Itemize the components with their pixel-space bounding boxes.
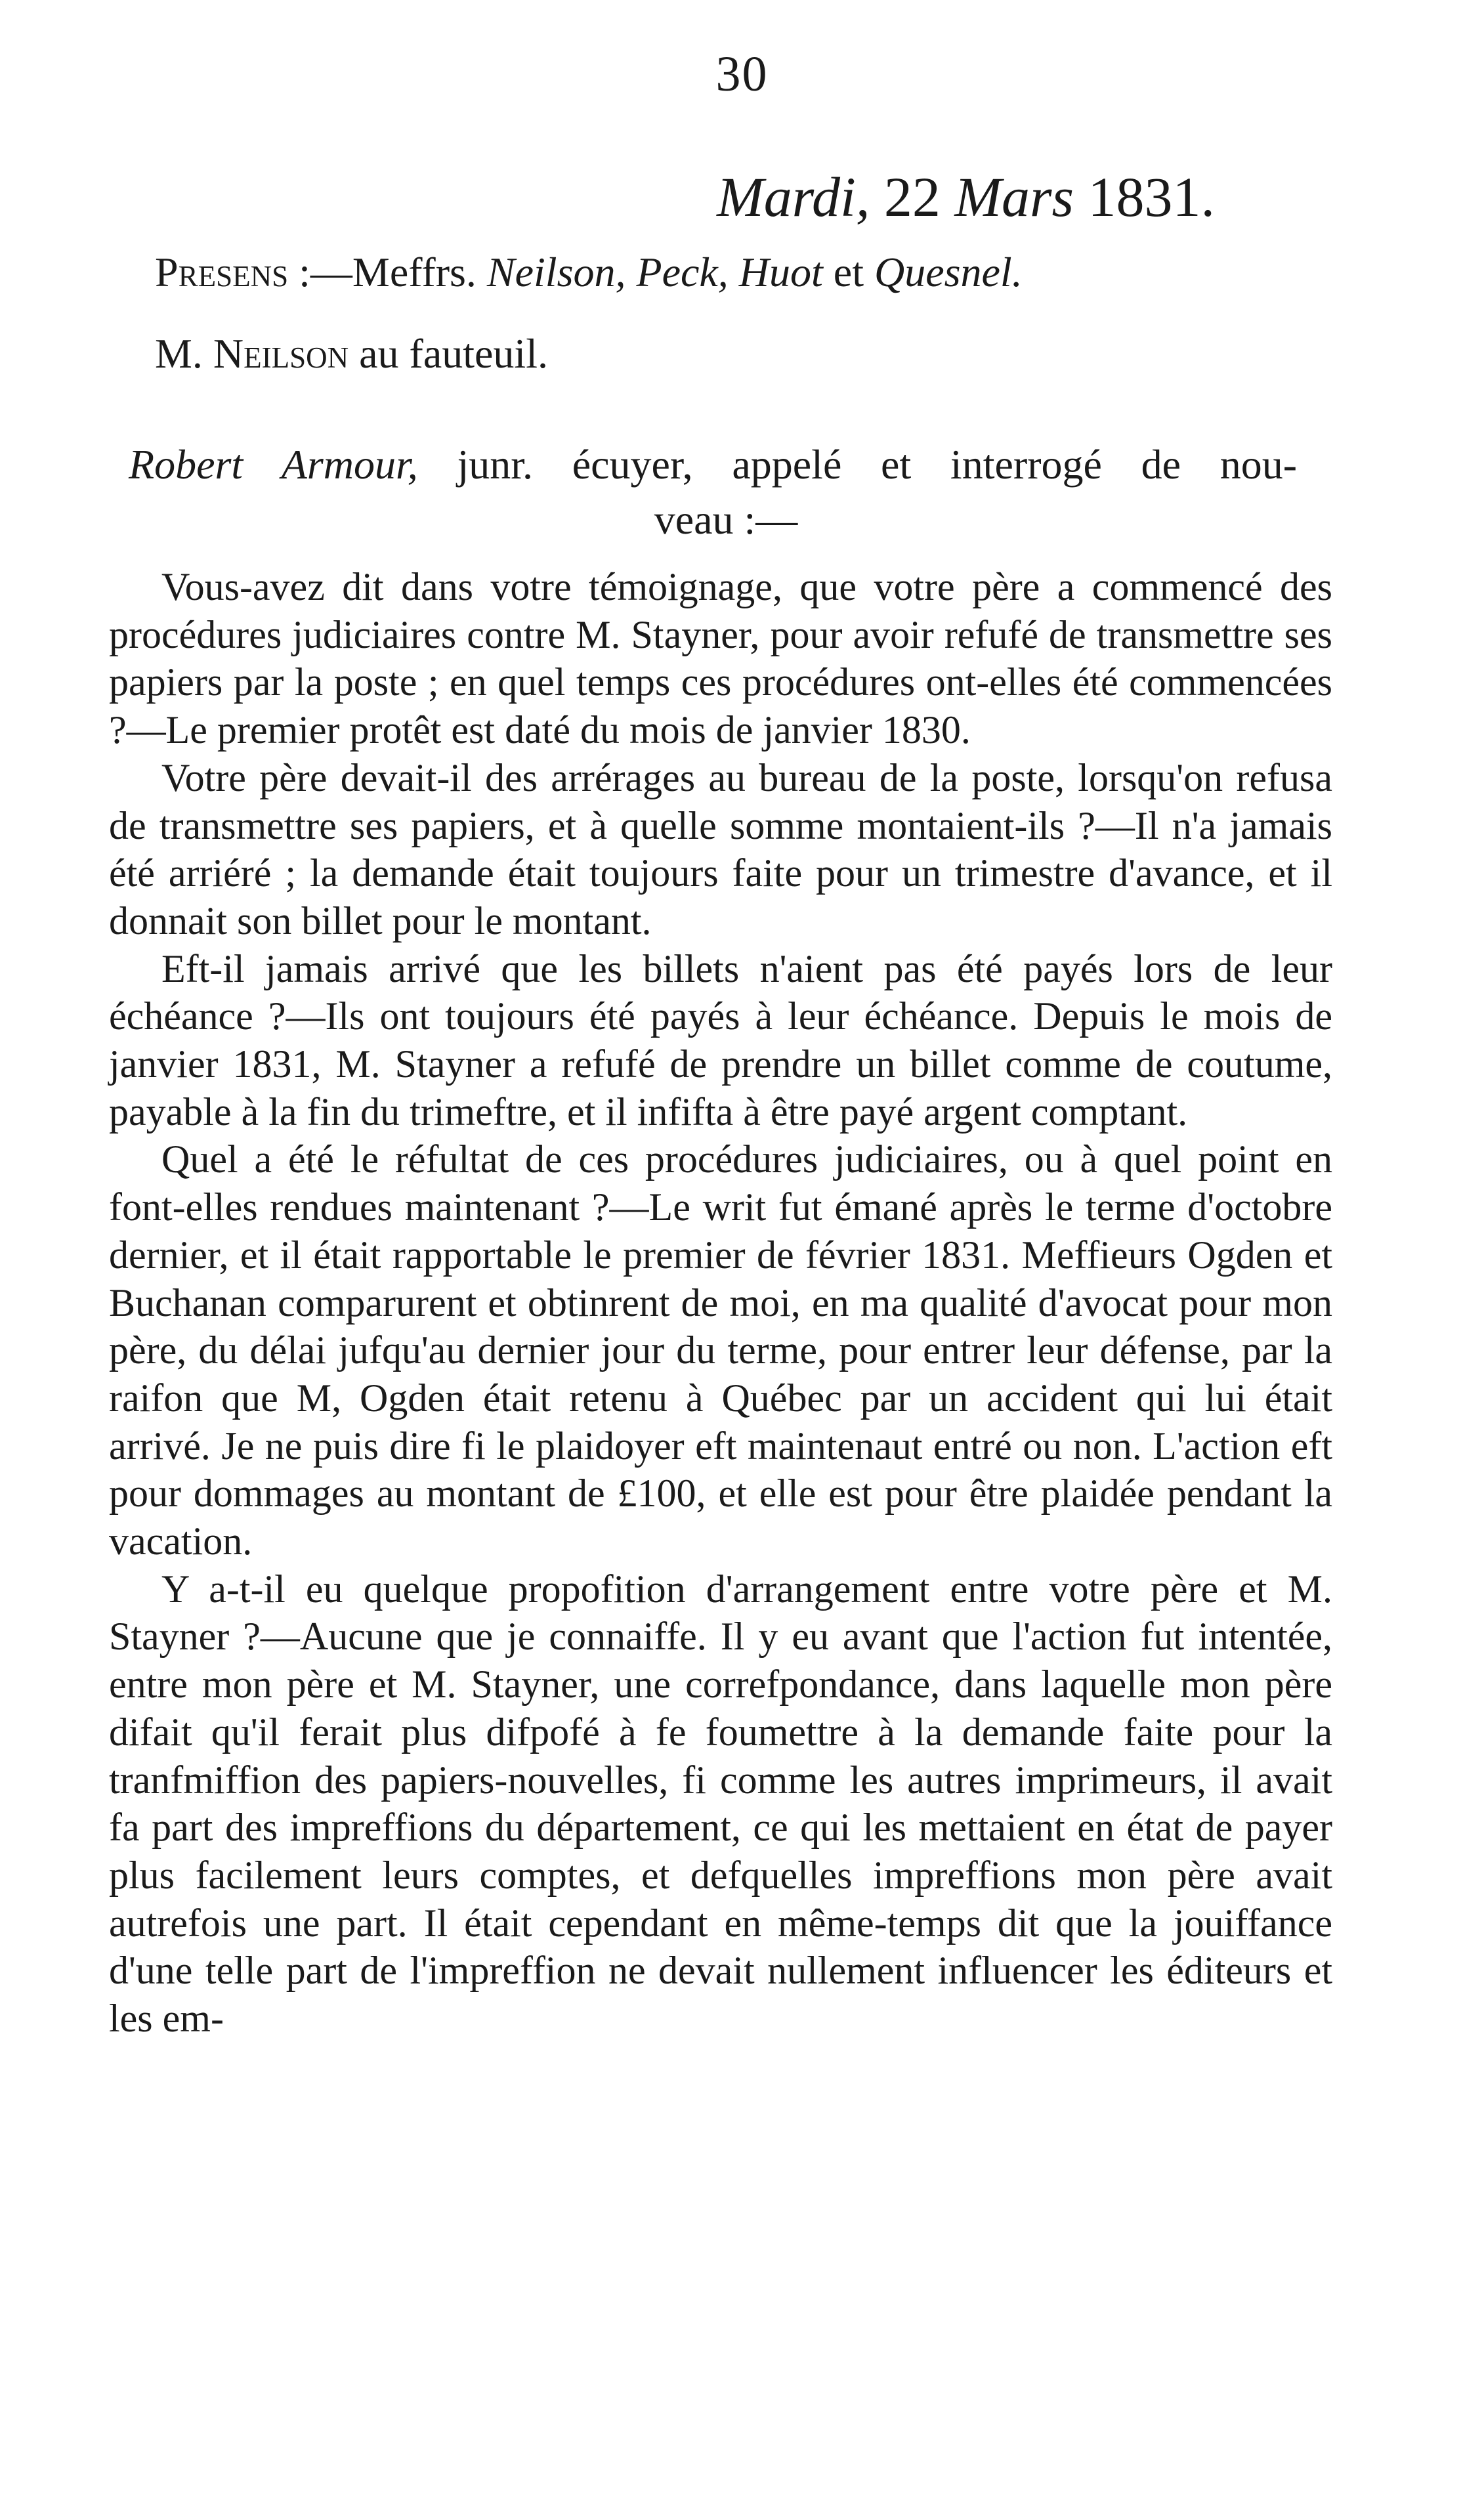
witness-line-1 <box>129 437 1297 492</box>
presens-label: Presens : <box>155 249 310 295</box>
member-name: Huot <box>738 249 823 295</box>
testimony-paragraph: Vous-avez dit dans votre témoignage, que votre père a commencé des procédures judiciaires contre M. Stayner, pour avoir refufé de transmettre ses papiers par la poste ; en quel temps ces procédures ont-elles été commencées ?—Le premier protêt est daté du mois de janvier 1830. <box>109 565 1332 752</box>
testimony-paragraph: Votre père devait-il des arrérages au bureau de la poste, lorsqu'on refusa de transmettre ses papiers, et à quelle somme montaient-ils ?—Il n'a jamais été arriéré ; la demande était toujours faite pour un trimestre d'avance, et il donnait son billet pour le montant. <box>109 755 1332 943</box>
testimony-body <box>109 563 1332 2043</box>
member-name: Neilson, <box>486 249 626 295</box>
chair-line <box>155 329 548 378</box>
date-year: 1831. <box>1088 165 1215 228</box>
testimony-paragraph: Quel a été le réfultat de ces procédures judiciaires, ou à quel point en font-elles rendues maintenant ?—Le writ fut émané après le terme d'octobre dernier, et il était rapportable le premier de février 1831. Meffieurs Ogden et Buchanan comparurent et obtinrent de moi, en ma qualité d'avocat pour mon père, du délai jufqu'au dernier jour du terme, pour entrer leur défense, par la raifon que M, Ogden était retenu à Québec par un accident qui lui était arrivé. Je ne puis dire fi le plaidoyer eft maintenaut entré ou non. L'action eft pour dommages au montant de £100, et elle est pour être plaidée pendant la vacation. <box>109 1137 1332 1563</box>
presens-dash: — <box>310 249 352 295</box>
date-number: 22 <box>883 165 941 228</box>
attendance-line <box>155 248 1023 297</box>
member-name: Quesnel. <box>874 249 1023 295</box>
witness-heading <box>129 437 1297 547</box>
session-date <box>717 164 1215 230</box>
member-name: Peck, <box>636 249 729 295</box>
chair-suffix: au fauteuil. <box>359 330 548 377</box>
page-number: 30 <box>715 47 769 102</box>
chair-name: Neilson <box>213 330 349 377</box>
testimony-paragraph: Y a-t-il eu quelque propofition d'arrangement entre votre père et M. Stayner ?—Aucune que je connaiffe. Il y eu avant que l'action fut intentée, entre mon père et M. Stayner, une correfpondance, dans laquelle mon père difait qu'il ferait plus difpofé à fe foumettre à la demande faite pour la tranfmiffion des papiers-nouvelles, fi comme les autres imprimeurs, il avait fa part des impreffions du département, ce qui les mettaient en état de payer plus facilement leurs comptes, et defquelles impreffions mon père avait autrefois une part. Il était cependant en même-temps dit que la jouiffance d'une telle part de l'impreffion ne devait nullement influencer les éditeurs et les em- <box>109 1567 1332 2041</box>
date-month: Mars <box>954 165 1074 228</box>
presens-et: et <box>833 249 864 295</box>
witness-line-2: veau :— <box>654 496 798 543</box>
testimony-paragraph: Eft-il jamais arrivé que les billets n'aient pas été payés lors de leur échéance ?—Ils ont toujours été payés à leur échéance. Depuis le mois de janvier 1831, M. Stayner a refufé de prendre un billet comme de coutume, payable à la fin du trimeftre, et il infifta à être payé argent comptant. <box>109 946 1332 1134</box>
presens-messrs: Meffrs. <box>352 249 477 295</box>
witness-name: Robert Armour, <box>129 441 418 488</box>
chair-prefix: M. <box>155 330 203 377</box>
witness-line-1-rest: junr. écuyer, appelé et interrogé de nou- <box>457 441 1297 488</box>
date-day: Mardi, <box>717 165 870 228</box>
